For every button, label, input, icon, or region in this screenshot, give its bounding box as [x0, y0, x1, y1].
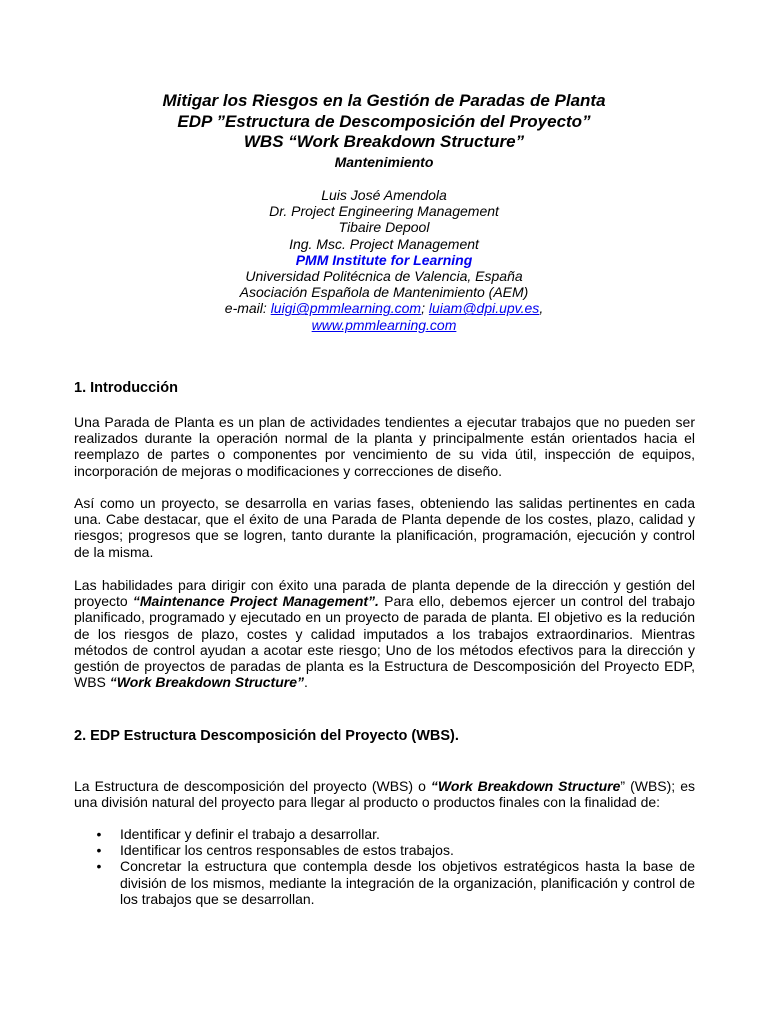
- section-heading-edp: 2. EDP Estructura Descomposición del Proyecto (WBS).: [74, 728, 459, 744]
- bullet-icon: •: [96, 842, 102, 859]
- list-item: [74, 826, 695, 842]
- email-prefix: e-mail:: [224, 300, 271, 317]
- author-name-1: Luis José Amendola: [321, 187, 447, 203]
- bullet-icon: •: [96, 858, 102, 875]
- paragraph-wbs-text-a: La Estructura de descomposición del proyecto (WBS) o: [74, 778, 431, 794]
- paragraph-intro-1: Una Parada de Planta es un plan de actividades tendientes a ejecutar trabajos que no pueden ser realizados durante la operación normal de la planta y principalmente están orientados hacia el reemplazo de partes o componentes por vencimiento de su vida útil, inspección de equipos, incorporación de mejoras o modificaciones y correcciones de diseño.: [74, 414, 695, 479]
- maintenance-project-management-term: “Maintenance Project Management”.: [132, 593, 379, 610]
- website-link[interactable]: www.pmmlearning.com: [311, 316, 457, 333]
- title-block: [0, 91, 768, 171]
- author-name-2: Tibaire Depool: [338, 219, 430, 236]
- objectives-list: [74, 826, 695, 907]
- website-line: [0, 317, 768, 333]
- list-item-text: Identificar y definir el trabajo a desarrollar.: [120, 826, 380, 842]
- section-heading-introduccion: 1. Introducción: [74, 380, 178, 396]
- university: Universidad Politécnica de Valencia, España: [245, 268, 523, 285]
- bullet-icon: •: [96, 826, 102, 842]
- paragraph-intro-2: Así como un proyecto, se desarrolla en varias fases, obteniendo las salidas pertinentes en cada una. Cabe destacar, que el éxito de una Parada de Planta depende de los costes, plazo, calidad y riesgos; progresos que se logren, tanto durante la planificación, programación, ejecución y control de la misma.: [74, 495, 695, 560]
- association: Asociación Española de Mantenimiento (AEM): [239, 284, 529, 301]
- email-link-1[interactable]: luigi@pmmlearning.com: [270, 300, 422, 317]
- paragraph-intro-3: [74, 577, 695, 690]
- author-title-2: Ing. Msc. Project Management: [289, 235, 479, 252]
- organization-name: PMM Institute for Learning: [295, 251, 473, 268]
- email-line: [0, 300, 768, 316]
- email-separator: ;: [421, 300, 429, 317]
- wbs-term: “Work Breakdown Structure: [430, 778, 621, 794]
- paragraph-wbs-text-c: ” (WBS); es una división natural del proyecto para llegar al producto o productos finales con la finalidad de:: [74, 778, 695, 811]
- document-title: Mitigar los Riesgos en la Gestión de Paradas de Planta: [162, 91, 606, 110]
- author-block: [0, 187, 768, 333]
- list-item-text: Concretar la estructura que contempla desde los objetivos estratégicos hasta la base de división de los mismos, mediante la integración de la organización, planificación y control de los trabajos que se desarrollan.: [120, 858, 695, 907]
- author-title-1: Dr. Project Engineering Management: [269, 203, 499, 220]
- paragraph-intro-3-text-c: Para ello, debemos ejercer un control del trabajo planificado, programado y ejecutado en un proyecto de parada de planta. El objetivo es la redución de los riesgos de plazo, costes y calidad imputados a los trabajos extraordinarios. Mientras métodos de control ayudan a acotar este riesgo; Uno de los métodos efectivos para la dirección y gestión de proyectos de paradas de planta es la Estructura de Descomposición del Proyecto EDP, WBS: [74, 593, 695, 691]
- paragraph-wbs-intro: [74, 778, 695, 810]
- document-title-line3: WBS “Work Breakdown Structure”: [243, 132, 525, 151]
- document-title-line2: EDP ”Estructura de Descomposición del Proyecto”: [177, 111, 591, 131]
- list-item: [74, 842, 695, 858]
- work-breakdown-structure-term: “Work Breakdown Structure”: [109, 674, 305, 691]
- paragraph-intro-3-text-a: Las habilidades para dirigir con éxito una parada de planta depende de la dirección y gestión del proyecto: [74, 577, 695, 610]
- document-subtitle: Mantenimiento: [334, 153, 434, 170]
- email-end: ,: [539, 300, 544, 317]
- list-item-text: Identificar los centros responsables de estos trabajos.: [120, 842, 454, 859]
- list-item: [74, 858, 695, 907]
- email-link-2[interactable]: luiam@dpi.upv.es: [428, 300, 540, 317]
- paragraph-intro-3-end: .: [304, 674, 308, 691]
